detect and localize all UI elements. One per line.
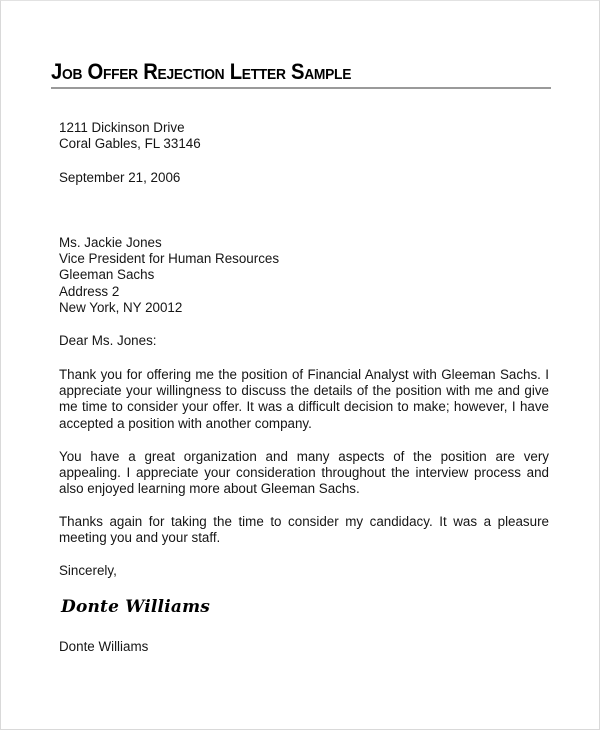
handwritten-signature: Donte Williams — [61, 597, 211, 617]
body-paragraph-3: Thanks again for taking the time to consider my candidacy. It was a pleasure meeting you and your staff. — [59, 514, 549, 546]
date-text: September 21, 2006 — [59, 170, 181, 185]
recipient-address — [59, 235, 549, 316]
recipient-address-line: Address 2 — [59, 283, 120, 299]
salutation-text: Dear Ms. Jones: — [59, 333, 157, 348]
sender-city: Coral Gables, FL 33146 — [59, 136, 201, 152]
closing — [59, 563, 549, 579]
closing-text: Sincerely, — [59, 563, 117, 578]
title-underline-divider — [51, 87, 551, 89]
recipient-name: Ms. Jackie Jones — [59, 235, 162, 250]
sender-street: 1211 Dickinson Drive — [59, 120, 185, 135]
letter-date — [59, 170, 549, 186]
body-paragraph-1: Thank you for offering me the position of Financial Analyst with Gleeman Sachs. I appreciate your willingness to discuss the details of the position with me and give me time to consider your offer. It was a difficult decision to make; however, I have accepted a position with another company. — [59, 367, 549, 431]
typed-name — [59, 639, 549, 655]
salutation — [59, 333, 549, 349]
recipient-city: New York, NY 20012 — [59, 299, 183, 315]
body-paragraph-2: You have a great organization and many aspects of the position are very appealing. I appreciate your consideration throughout the interview process and also enjoyed learning more about Gleeman Sachs. — [59, 449, 549, 497]
recipient-company: Gleeman Sachs — [59, 267, 155, 283]
sender-address — [59, 120, 549, 152]
document-title: Job Offer Rejection Letter Sample — [51, 59, 352, 84]
recipient-title: Vice President for Human Resources — [59, 251, 280, 267]
typed-name-text: Donte Williams — [59, 639, 149, 654]
